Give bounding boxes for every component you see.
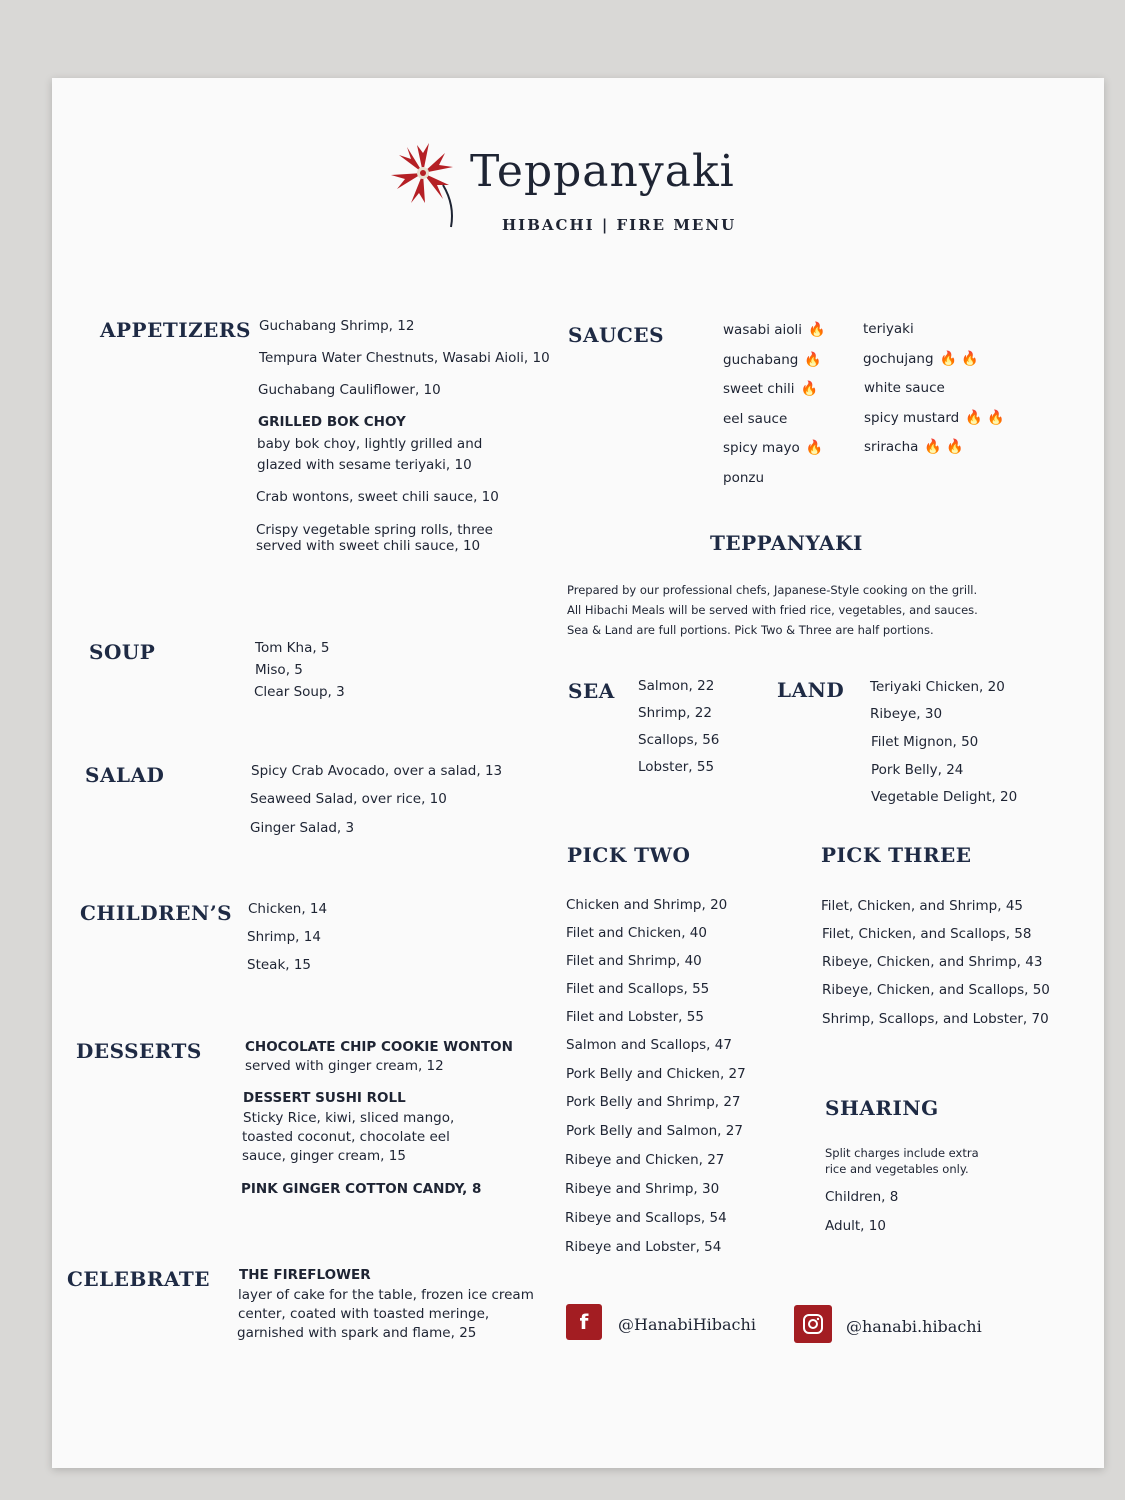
soup-item: Tom Kha, 5 bbox=[255, 640, 330, 656]
soup-item: Clear Soup, 3 bbox=[254, 684, 345, 700]
bok-choy-desc-1: baby bok choy, lightly grilled and bbox=[257, 436, 483, 452]
sea-heading: SEA bbox=[568, 679, 615, 703]
land-item: Vegetable Delight, 20 bbox=[871, 789, 1018, 805]
desserts-heading: DESSERTS bbox=[76, 1039, 202, 1063]
sharing-note: rice and vegetables only. bbox=[825, 1162, 969, 1176]
appetizer-item: Guchabang Shrimp, 12 bbox=[259, 318, 415, 334]
pick-three-item: Shrimp, Scallops, and Lobster, 70 bbox=[822, 1011, 1049, 1027]
appetizers-heading: APPETIZERS bbox=[100, 318, 251, 342]
instagram-icon bbox=[794, 1305, 832, 1343]
celebrate-heading: CELEBRATE bbox=[67, 1267, 211, 1291]
salad-item: Spicy Crab Avocado, over a salad, 13 bbox=[251, 763, 503, 779]
flame-icon: 🔥 bbox=[808, 322, 826, 338]
land-heading: LAND bbox=[777, 678, 845, 702]
sauce-item: sweet chili 🔥 bbox=[723, 381, 818, 397]
sushi-roll-desc-2: toasted coconut, chocolate eel bbox=[242, 1129, 450, 1145]
childrens-item: Shrimp, 14 bbox=[247, 929, 321, 945]
crab-wontons: Crab wontons, sweet chili sauce, 10 bbox=[256, 489, 499, 505]
pick-two-item: Chicken and Shrimp, 20 bbox=[566, 897, 728, 913]
flower-logo-icon bbox=[385, 135, 465, 231]
flame-icon: 🔥 🔥 bbox=[939, 351, 979, 367]
cotton-candy: PINK GINGER COTTON CANDY, 8 bbox=[241, 1181, 482, 1197]
sauce-item: ponzu bbox=[723, 470, 765, 486]
childrens-item: Steak, 15 bbox=[247, 957, 312, 973]
pick-two-item: Filet and Chicken, 40 bbox=[566, 925, 707, 941]
flame-icon: 🔥 bbox=[804, 352, 822, 368]
sauces-heading: SAUCES bbox=[568, 323, 665, 347]
appetizer-item: Tempura Water Chestnuts, Wasabi Aioli, 10 bbox=[259, 350, 550, 366]
flame-icon: 🔥 bbox=[800, 381, 818, 397]
salad-heading: SALAD bbox=[85, 763, 165, 787]
salad-item: Ginger Salad, 3 bbox=[250, 820, 355, 836]
pick-two-item: Ribeye and Lobster, 54 bbox=[565, 1239, 722, 1255]
sharing-item: Adult, 10 bbox=[825, 1218, 886, 1234]
fireflower-desc-1: layer of cake for the table, frozen ice cream bbox=[238, 1287, 534, 1303]
pick-three-item: Ribeye, Chicken, and Shrimp, 43 bbox=[822, 954, 1043, 970]
pick-two-item: Pork Belly and Chicken, 27 bbox=[566, 1066, 746, 1082]
pick-two-item: Filet and Shrimp, 40 bbox=[566, 953, 702, 969]
pick-two-item: Salmon and Scallops, 47 bbox=[566, 1037, 732, 1053]
flame-icon: 🔥 🔥 bbox=[924, 439, 964, 455]
land-item: Teriyaki Chicken, 20 bbox=[870, 679, 1005, 695]
pick-three-item: Filet, Chicken, and Shrimp, 45 bbox=[821, 898, 1023, 914]
spring-rolls-2: served with sweet chili sauce, 10 bbox=[256, 538, 481, 554]
sharing-heading: SHARING bbox=[825, 1096, 939, 1120]
brand-title: Teppanyaki bbox=[470, 146, 735, 197]
teppanyaki-note: All Hibachi Meals will be served with fried rice, vegetables, and sauces. bbox=[567, 603, 978, 617]
fireflower-name: THE FIREFLOWER bbox=[239, 1267, 371, 1283]
facebook-icon: f bbox=[566, 1304, 602, 1340]
pick-two-item: Ribeye and Scallops, 54 bbox=[565, 1210, 727, 1226]
pick-two-item: Filet and Lobster, 55 bbox=[566, 1009, 704, 1025]
sushi-roll-name: DESSERT SUSHI ROLL bbox=[243, 1090, 406, 1106]
sauce-item: sriracha 🔥 🔥 bbox=[864, 439, 964, 455]
sushi-roll-desc-1: Sticky Rice, kiwi, sliced mango, bbox=[243, 1110, 455, 1126]
childrens-item: Chicken, 14 bbox=[248, 901, 328, 917]
sauce-item: spicy mustard 🔥 🔥 bbox=[864, 410, 1005, 426]
pick-two-item: Ribeye and Chicken, 27 bbox=[565, 1152, 725, 1168]
sauce-item: spicy mayo 🔥 bbox=[723, 440, 824, 456]
flame-icon: 🔥 🔥 bbox=[965, 410, 1005, 426]
pick-three-item: Filet, Chicken, and Scallops, 58 bbox=[822, 926, 1032, 942]
soup-heading: SOUP bbox=[89, 640, 156, 664]
sea-item: Lobster, 55 bbox=[638, 759, 715, 775]
sharing-note: Split charges include extra bbox=[825, 1146, 979, 1160]
teppanyaki-note: Sea & Land are full portions. Pick Two & Three are half portions. bbox=[567, 623, 934, 637]
pick-three-heading: PICK THREE bbox=[821, 843, 972, 867]
bok-choy-name: GRILLED BOK CHOY bbox=[258, 414, 406, 430]
sea-item: Scallops, 56 bbox=[638, 732, 720, 748]
pick-three-item: Ribeye, Chicken, and Scallops, 50 bbox=[822, 982, 1050, 998]
spring-rolls-1: Crispy vegetable spring rolls, three bbox=[256, 522, 493, 538]
sushi-roll-desc-3: sauce, ginger cream, 15 bbox=[242, 1148, 406, 1164]
bok-choy-desc-2: glazed with sesame teriyaki, 10 bbox=[257, 457, 472, 473]
land-item: Ribeye, 30 bbox=[870, 706, 943, 722]
teppanyaki-heading: TEPPANYAKI bbox=[710, 531, 863, 555]
land-item: Pork Belly, 24 bbox=[871, 762, 964, 778]
wonton-desc: served with ginger cream, 12 bbox=[245, 1058, 444, 1074]
sauce-item: white sauce bbox=[864, 380, 945, 396]
sauce-item: wasabi aioli 🔥 bbox=[723, 322, 826, 338]
soup-item: Miso, 5 bbox=[255, 662, 303, 678]
appetizer-item: Guchabang Cauliflower, 10 bbox=[258, 382, 441, 398]
flame-icon: 🔥 bbox=[805, 440, 824, 456]
fireflower-desc-3: garnished with spark and flame, 25 bbox=[237, 1325, 477, 1341]
fireflower-desc-2: center, coated with toasted meringe, bbox=[238, 1306, 490, 1322]
instagram-handle: @hanabi.hibachi bbox=[846, 1317, 982, 1336]
teppanyaki-note: Prepared by our professional chefs, Japanese-Style cooking on the grill. bbox=[567, 583, 978, 597]
sauce-item: eel sauce bbox=[723, 411, 788, 427]
sea-item: Salmon, 22 bbox=[638, 678, 715, 694]
salad-item: Seaweed Salad, over rice, 10 bbox=[250, 791, 447, 807]
facebook-handle: @HanabiHibachi bbox=[618, 1315, 756, 1334]
pick-two-heading: PICK TWO bbox=[567, 843, 691, 867]
sauce-item: teriyaki bbox=[863, 321, 914, 337]
pick-two-item: Pork Belly and Salmon, 27 bbox=[566, 1123, 743, 1139]
brand-subtitle: HIBACHI | FIRE MENU bbox=[502, 216, 737, 234]
sauce-item: gochujang 🔥 🔥 bbox=[863, 351, 979, 367]
pick-two-item: Ribeye and Shrimp, 30 bbox=[565, 1181, 720, 1197]
wonton-name: CHOCOLATE CHIP COOKIE WONTON bbox=[245, 1039, 513, 1055]
land-item: Filet Mignon, 50 bbox=[871, 734, 979, 750]
childrens-heading: CHILDREN’S bbox=[80, 901, 233, 925]
sharing-item: Children, 8 bbox=[825, 1189, 899, 1205]
sauce-item: guchabang 🔥 bbox=[723, 352, 822, 368]
pick-two-item: Pork Belly and Shrimp, 27 bbox=[566, 1094, 741, 1110]
sea-item: Shrimp, 22 bbox=[638, 705, 712, 721]
pick-two-item: Filet and Scallops, 55 bbox=[566, 981, 710, 997]
